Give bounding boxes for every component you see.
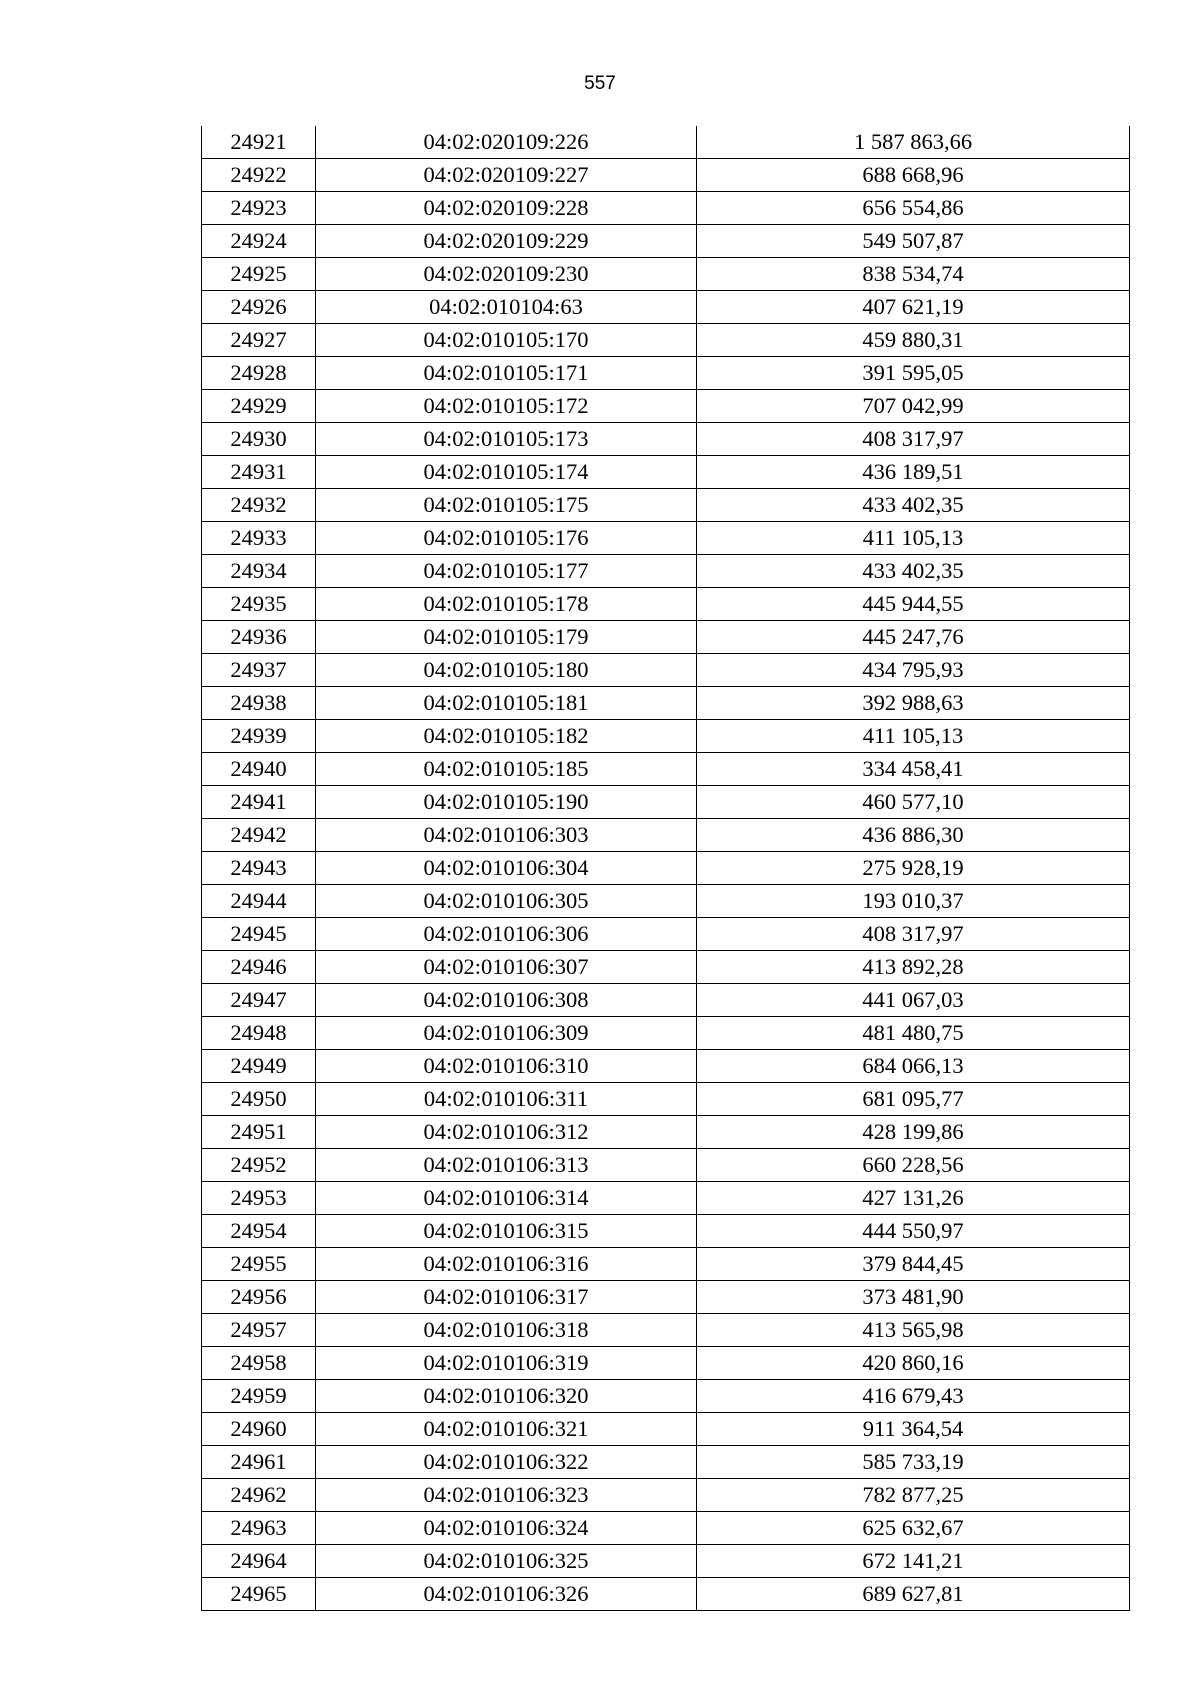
row-number-cell: 24947 bbox=[202, 984, 316, 1017]
value-cell: 433 402,35 bbox=[697, 489, 1130, 522]
value-cell: 782 877,25 bbox=[697, 1479, 1130, 1512]
value-cell: 407 621,19 bbox=[697, 291, 1130, 324]
table-row bbox=[202, 588, 1130, 621]
row-number-cell: 24937 bbox=[202, 654, 316, 687]
value-cell: 838 534,74 bbox=[697, 258, 1130, 291]
cadastral-number-cell: 04:02:010106:310 bbox=[316, 1050, 697, 1083]
row-number-cell: 24952 bbox=[202, 1149, 316, 1182]
value-cell: 689 627,81 bbox=[697, 1578, 1130, 1611]
table-row bbox=[202, 621, 1130, 654]
cadastral-number-cell: 04:02:010106:323 bbox=[316, 1479, 697, 1512]
cadastral-number-cell: 04:02:010105:175 bbox=[316, 489, 697, 522]
cadastral-number-cell: 04:02:010106:309 bbox=[316, 1017, 697, 1050]
table-row bbox=[202, 1083, 1130, 1116]
cadastral-number-cell: 04:02:010106:315 bbox=[316, 1215, 697, 1248]
row-number-cell: 24963 bbox=[202, 1512, 316, 1545]
value-cell: 373 481,90 bbox=[697, 1281, 1130, 1314]
row-number-cell: 24925 bbox=[202, 258, 316, 291]
table-row bbox=[202, 852, 1130, 885]
cadastral-number-cell: 04:02:010106:305 bbox=[316, 885, 697, 918]
row-number-cell: 24941 bbox=[202, 786, 316, 819]
table-row bbox=[202, 258, 1130, 291]
value-cell: 413 892,28 bbox=[697, 951, 1130, 984]
row-number-cell: 24940 bbox=[202, 753, 316, 786]
row-number-cell: 24953 bbox=[202, 1182, 316, 1215]
cadastral-number-cell: 04:02:010105:172 bbox=[316, 390, 697, 423]
row-number-cell: 24959 bbox=[202, 1380, 316, 1413]
value-cell: 379 844,45 bbox=[697, 1248, 1130, 1281]
table-row bbox=[202, 1281, 1130, 1314]
table-row bbox=[202, 357, 1130, 390]
row-number-cell: 24964 bbox=[202, 1545, 316, 1578]
value-cell: 411 105,13 bbox=[697, 720, 1130, 753]
row-number-cell: 24931 bbox=[202, 456, 316, 489]
table-row bbox=[202, 951, 1130, 984]
row-number-cell: 24960 bbox=[202, 1413, 316, 1446]
value-cell: 416 679,43 bbox=[697, 1380, 1130, 1413]
cadastral-number-cell: 04:02:010105:178 bbox=[316, 588, 697, 621]
row-number-cell: 24955 bbox=[202, 1248, 316, 1281]
cadastral-number-cell: 04:02:010105:171 bbox=[316, 357, 697, 390]
table-row bbox=[202, 753, 1130, 786]
table-row bbox=[202, 390, 1130, 423]
cadastral-number-cell: 04:02:010106:320 bbox=[316, 1380, 697, 1413]
table-row bbox=[202, 1215, 1130, 1248]
value-cell: 707 042,99 bbox=[697, 390, 1130, 423]
cadastral-number-cell: 04:02:010106:303 bbox=[316, 819, 697, 852]
value-cell: 459 880,31 bbox=[697, 324, 1130, 357]
value-cell: 660 228,56 bbox=[697, 1149, 1130, 1182]
row-number-cell: 24935 bbox=[202, 588, 316, 621]
table-row bbox=[202, 291, 1130, 324]
cadastral-number-cell: 04:02:010106:317 bbox=[316, 1281, 697, 1314]
table-row bbox=[202, 1413, 1130, 1446]
value-cell: 911 364,54 bbox=[697, 1413, 1130, 1446]
table-row bbox=[202, 324, 1130, 357]
table-row bbox=[202, 720, 1130, 753]
value-cell: 275 928,19 bbox=[697, 852, 1130, 885]
table-row bbox=[202, 1149, 1130, 1182]
value-cell: 445 944,55 bbox=[697, 588, 1130, 621]
table-row bbox=[202, 885, 1130, 918]
row-number-cell: 24939 bbox=[202, 720, 316, 753]
cadastral-number-cell: 04:02:010106:318 bbox=[316, 1314, 697, 1347]
row-number-cell: 24956 bbox=[202, 1281, 316, 1314]
cadastral-number-cell: 04:02:010106:325 bbox=[316, 1545, 697, 1578]
cadastral-number-cell: 04:02:010106:312 bbox=[316, 1116, 697, 1149]
table-row bbox=[202, 1116, 1130, 1149]
cadastral-number-cell: 04:02:010105:185 bbox=[316, 753, 697, 786]
cadastral-number-cell: 04:02:010105:170 bbox=[316, 324, 697, 357]
cadastral-number-cell: 04:02:020109:228 bbox=[316, 192, 697, 225]
cadastral-number-cell: 04:02:010105:173 bbox=[316, 423, 697, 456]
table-row bbox=[202, 1248, 1130, 1281]
table-row bbox=[202, 225, 1130, 258]
value-cell: 408 317,97 bbox=[697, 918, 1130, 951]
table-row bbox=[202, 126, 1130, 159]
cadastral-number-cell: 04:02:010104:63 bbox=[316, 291, 697, 324]
table-row bbox=[202, 819, 1130, 852]
row-number-cell: 24921 bbox=[202, 126, 316, 159]
cadastral-number-cell: 04:02:010106:321 bbox=[316, 1413, 697, 1446]
value-cell: 436 886,30 bbox=[697, 819, 1130, 852]
row-number-cell: 24962 bbox=[202, 1479, 316, 1512]
value-cell: 625 632,67 bbox=[697, 1512, 1130, 1545]
table-row bbox=[202, 1512, 1130, 1545]
value-cell: 434 795,93 bbox=[697, 654, 1130, 687]
cadastral-number-cell: 04:02:020109:229 bbox=[316, 225, 697, 258]
row-number-cell: 24957 bbox=[202, 1314, 316, 1347]
row-number-cell: 24948 bbox=[202, 1017, 316, 1050]
row-number-cell: 24958 bbox=[202, 1347, 316, 1380]
value-cell: 408 317,97 bbox=[697, 423, 1130, 456]
row-number-cell: 24945 bbox=[202, 918, 316, 951]
row-number-cell: 24942 bbox=[202, 819, 316, 852]
table-row bbox=[202, 1182, 1130, 1215]
cadastral-number-cell: 04:02:020109:230 bbox=[316, 258, 697, 291]
table-row bbox=[202, 654, 1130, 687]
value-cell: 549 507,87 bbox=[697, 225, 1130, 258]
cadastral-number-cell: 04:02:010106:311 bbox=[316, 1083, 697, 1116]
value-cell: 427 131,26 bbox=[697, 1182, 1130, 1215]
cadastral-number-cell: 04:02:010105:174 bbox=[316, 456, 697, 489]
row-number-cell: 24932 bbox=[202, 489, 316, 522]
table-row bbox=[202, 687, 1130, 720]
table-row bbox=[202, 984, 1130, 1017]
table-row bbox=[202, 1347, 1130, 1380]
table-row bbox=[202, 1050, 1130, 1083]
row-number-cell: 24943 bbox=[202, 852, 316, 885]
table-row bbox=[202, 192, 1130, 225]
cadastral-number-cell: 04:02:010106:304 bbox=[316, 852, 697, 885]
cadastral-number-cell: 04:02:010105:176 bbox=[316, 522, 697, 555]
table-row bbox=[202, 786, 1130, 819]
table-row bbox=[202, 489, 1130, 522]
row-number-cell: 24928 bbox=[202, 357, 316, 390]
cadastral-number-cell: 04:02:010106:307 bbox=[316, 951, 697, 984]
row-number-cell: 24930 bbox=[202, 423, 316, 456]
table-row bbox=[202, 1446, 1130, 1479]
cadastral-number-cell: 04:02:010106:326 bbox=[316, 1578, 697, 1611]
cadastral-number-cell: 04:02:010106:319 bbox=[316, 1347, 697, 1380]
row-number-cell: 24926 bbox=[202, 291, 316, 324]
value-cell: 656 554,86 bbox=[697, 192, 1130, 225]
value-cell: 481 480,75 bbox=[697, 1017, 1130, 1050]
value-cell: 413 565,98 bbox=[697, 1314, 1130, 1347]
table-row bbox=[202, 423, 1130, 456]
table-row bbox=[202, 555, 1130, 588]
table-body bbox=[202, 126, 1130, 1611]
row-number-cell: 24949 bbox=[202, 1050, 316, 1083]
row-number-cell: 24961 bbox=[202, 1446, 316, 1479]
table-row bbox=[202, 159, 1130, 192]
cadastral-number-cell: 04:02:010106:322 bbox=[316, 1446, 697, 1479]
cadastral-number-cell: 04:02:010105:181 bbox=[316, 687, 697, 720]
cadastral-number-cell: 04:02:010105:180 bbox=[316, 654, 697, 687]
table-row bbox=[202, 1380, 1130, 1413]
value-cell: 420 860,16 bbox=[697, 1347, 1130, 1380]
row-number-cell: 24950 bbox=[202, 1083, 316, 1116]
row-number-cell: 24929 bbox=[202, 390, 316, 423]
cadastral-number-cell: 04:02:010105:177 bbox=[316, 555, 697, 588]
value-cell: 460 577,10 bbox=[697, 786, 1130, 819]
table-row bbox=[202, 1479, 1130, 1512]
row-number-cell: 24936 bbox=[202, 621, 316, 654]
value-cell: 193 010,37 bbox=[697, 885, 1130, 918]
value-cell: 445 247,76 bbox=[697, 621, 1130, 654]
row-number-cell: 24965 bbox=[202, 1578, 316, 1611]
cadastral-number-cell: 04:02:010106:316 bbox=[316, 1248, 697, 1281]
value-cell: 428 199,86 bbox=[697, 1116, 1130, 1149]
value-cell: 1 587 863,66 bbox=[697, 126, 1130, 159]
value-cell: 444 550,97 bbox=[697, 1215, 1130, 1248]
cadastral-number-cell: 04:02:010106:324 bbox=[316, 1512, 697, 1545]
row-number-cell: 24954 bbox=[202, 1215, 316, 1248]
value-cell: 684 066,13 bbox=[697, 1050, 1130, 1083]
value-cell: 436 189,51 bbox=[697, 456, 1130, 489]
cadastral-number-cell: 04:02:010106:313 bbox=[316, 1149, 697, 1182]
row-number-cell: 24944 bbox=[202, 885, 316, 918]
row-number-cell: 24938 bbox=[202, 687, 316, 720]
value-cell: 672 141,21 bbox=[697, 1545, 1130, 1578]
table-row bbox=[202, 1578, 1130, 1611]
cadastral-number-cell: 04:02:010105:182 bbox=[316, 720, 697, 753]
page-number: 557 bbox=[584, 73, 616, 94]
table-row bbox=[202, 1017, 1130, 1050]
row-number-cell: 24934 bbox=[202, 555, 316, 588]
value-cell: 688 668,96 bbox=[697, 159, 1130, 192]
cadastral-number-cell: 04:02:010106:306 bbox=[316, 918, 697, 951]
data-table bbox=[201, 126, 1130, 1611]
cadastral-number-cell: 04:02:020109:226 bbox=[316, 126, 697, 159]
value-cell: 391 595,05 bbox=[697, 357, 1130, 390]
table-row bbox=[202, 522, 1130, 555]
table-row bbox=[202, 456, 1130, 489]
cadastral-number-cell: 04:02:010106:314 bbox=[316, 1182, 697, 1215]
cadastral-number-cell: 04:02:020109:227 bbox=[316, 159, 697, 192]
value-cell: 411 105,13 bbox=[697, 522, 1130, 555]
table-row bbox=[202, 1314, 1130, 1347]
row-number-cell: 24923 bbox=[202, 192, 316, 225]
row-number-cell: 24933 bbox=[202, 522, 316, 555]
table-row bbox=[202, 918, 1130, 951]
value-cell: 585 733,19 bbox=[697, 1446, 1130, 1479]
cadastral-number-cell: 04:02:010106:308 bbox=[316, 984, 697, 1017]
row-number-cell: 24951 bbox=[202, 1116, 316, 1149]
table-row bbox=[202, 1545, 1130, 1578]
cadastral-number-cell: 04:02:010105:190 bbox=[316, 786, 697, 819]
row-number-cell: 24946 bbox=[202, 951, 316, 984]
row-number-cell: 24922 bbox=[202, 159, 316, 192]
cadastral-number-cell: 04:02:010105:179 bbox=[316, 621, 697, 654]
value-cell: 334 458,41 bbox=[697, 753, 1130, 786]
value-cell: 681 095,77 bbox=[697, 1083, 1130, 1116]
value-cell: 433 402,35 bbox=[697, 555, 1130, 588]
row-number-cell: 24927 bbox=[202, 324, 316, 357]
value-cell: 392 988,63 bbox=[697, 687, 1130, 720]
row-number-cell: 24924 bbox=[202, 225, 316, 258]
value-cell: 441 067,03 bbox=[697, 984, 1130, 1017]
